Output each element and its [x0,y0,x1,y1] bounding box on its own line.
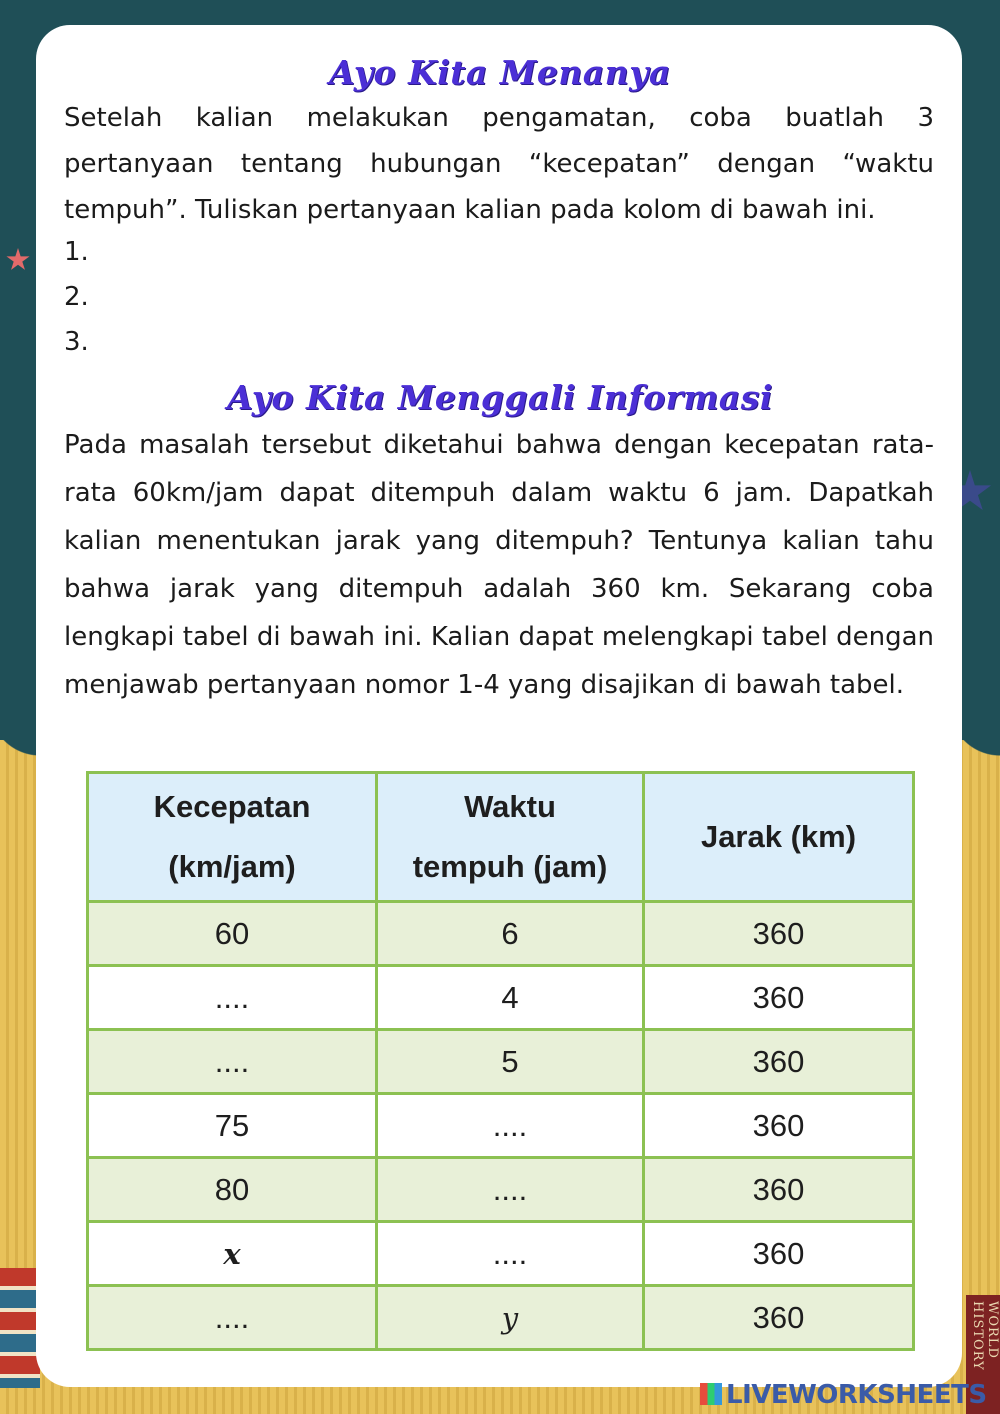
table-row [88,1286,914,1350]
cell-distance: 360 [644,1286,914,1350]
header-time-line2: tempuh (jam) [412,849,608,884]
table-row [88,1094,914,1158]
header-speed-line2: (km/jam) [168,849,296,884]
table-row [88,966,914,1030]
question-list [64,230,89,365]
table-row [88,1158,914,1222]
list-item: 1. [64,237,89,267]
cell-distance: 360 [644,1030,914,1094]
table-header-row [88,773,914,902]
cell-time-blank[interactable]: .... [377,1222,644,1286]
cell-distance: 360 [644,1158,914,1222]
liveworksheets-logo-icon [700,1383,722,1405]
cell-speed-blank[interactable]: .... [88,1286,377,1350]
section-paragraph-menggali-informasi: Pada masalah tersebut diketahui bahwa dengan kecepatan rata-rata 60km/jam dapat ditempuh dalam waktu 6 jam. Dapatkah kalian menentukan jarak yang ditempuh? Tentunya kalian tahu bahwa jarak yang ditempuh adalah 360 km. Sekarang coba lengkapi tabel di bawah ini. Kalian dapat melengkapi tabel dengan menjawab pertanyaan nomor 1-4 yang disajikan di bawah tabel. [64,430,934,700]
header-speed-line1: Kecepatan [153,789,311,824]
table-row [88,902,914,966]
cell-time-blank[interactable]: .... [377,1158,644,1222]
speed-time-distance-table [86,771,915,1351]
cell-time-variable: y [377,1286,644,1350]
cell-time-blank[interactable]: .... [377,1094,644,1158]
list-item: 2. [64,282,89,312]
header-time [377,773,644,902]
liveworksheets-watermark [700,1380,987,1410]
watermark-text: LIVEWORKSHEETS [726,1380,987,1410]
header-distance: Jarak (km) [644,773,914,902]
section-title-menggali-informasi: Ayo Kita Menggali Informasi [227,378,773,417]
book-spine-text: WORLD HISTORY [970,1301,1000,1371]
section-paragraph-menanya: Setelah kalian melakukan pengamatan, coba buatlah 3 pertanyaan tentang hubungan “kecepatan” dengan “waktu tempuh”. Tuliskan pertanyaan kalian pada kolom di bawah ini. [64,103,934,225]
star-decoration-icon [6,248,30,272]
cell-distance: 360 [644,966,914,1030]
books-decoration-icon [0,1268,40,1388]
cell-speed-variable: x [88,1222,377,1286]
cell-time: 4 [377,966,644,1030]
cell-speed-blank[interactable]: .... [88,1030,377,1094]
section-title-menanya: Ayo Kita Menanya [329,53,671,92]
cell-speed: 80 [88,1158,377,1222]
cell-distance: 360 [644,902,914,966]
cell-speed: 75 [88,1094,377,1158]
cell-speed: 60 [88,902,377,966]
cell-speed-blank[interactable]: .... [88,966,377,1030]
header-speed [88,773,377,902]
cell-distance: 360 [644,1094,914,1158]
cell-time: 6 [377,902,644,966]
table-row [88,1030,914,1094]
cell-time: 5 [377,1030,644,1094]
header-time-line1: Waktu [464,789,556,824]
list-item: 3. [64,327,89,357]
table-row [88,1222,914,1286]
cell-distance: 360 [644,1222,914,1286]
